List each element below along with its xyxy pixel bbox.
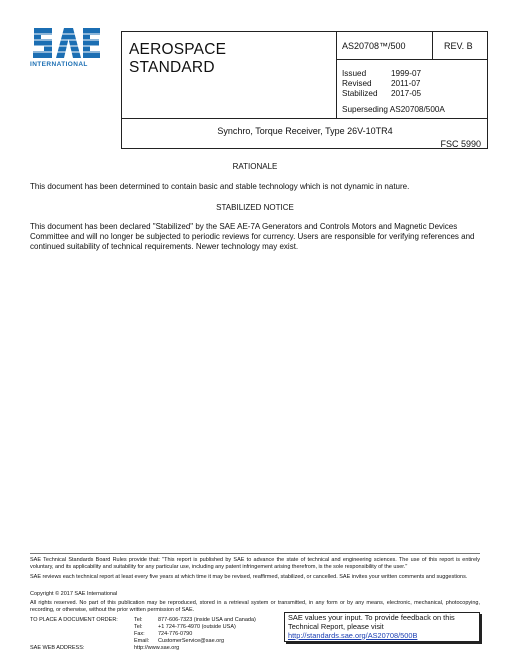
copyright-text: Copyright © 2017 SAE International (30, 591, 118, 597)
order-contacts (134, 617, 256, 645)
web-address-link[interactable]: http://www.sae.org (134, 645, 180, 651)
rationale-text: This document has been determined to contain basic and stable technology which is not dynamic in nature. (30, 182, 410, 191)
document-dates (342, 69, 421, 99)
date-row-revised: Revised 2011-07 (342, 79, 421, 88)
title-line-2: STANDARD (129, 59, 215, 76)
fsc-code: FSC 5990 (440, 139, 481, 149)
divider (122, 118, 488, 119)
stabilized-notice-heading: STABILIZED NOTICE (216, 203, 294, 212)
stabilized-notice-text: This document has been declared "Stabilized" by the SAE AE-7A Generators and Controls Motors and Magnetic Devices Committee and will no longer be subjected to periodic reviews for currency. Users are responsible for verifying references and continued suitability of technical requirements. Newer technology may exist. (30, 222, 475, 251)
divider (336, 32, 337, 118)
footer-divider (30, 553, 480, 554)
document-type-title (129, 41, 226, 77)
date-row-issued: Issued 1999-07 (342, 69, 422, 78)
order-label: TO PLACE A DOCUMENT ORDER: (30, 617, 118, 623)
sae-logo (30, 26, 104, 68)
divider (336, 59, 488, 60)
date-row-stabilized: Stabilized 2017-05 (342, 89, 422, 98)
contact-row: Tel: +1 724-776-4970 (outside USA) (134, 624, 236, 630)
web-address-label: SAE WEB ADDRESS: (30, 645, 85, 651)
title-line-1: AEROSPACE (129, 41, 227, 58)
logo-subtext: INTERNATIONAL (30, 61, 88, 68)
customer-service-email[interactable]: CustomerService@sae.org (158, 638, 225, 644)
superseding-note: Superseding AS20708/500A (342, 105, 445, 114)
rationale-heading: RATIONALE (232, 162, 278, 171)
feedback-text: SAE values your input. To provide feedback on this Technical Report, please visit (288, 613, 455, 631)
document-number: AS20708™/500 (342, 41, 406, 51)
sae-logo-mark (30, 26, 102, 60)
revision-label: REV. B (444, 41, 473, 51)
rights-text: All rights reserved. No part of this publication may be reproduced, stored in a retrieval system or transmitted, in any form or by any means, electronic, mechanical, photocopying, recording, or otherwise, without the prior written permission of SAE. (30, 600, 480, 613)
contact-row: Email: CustomerService@sae.org (134, 638, 225, 644)
contact-row: Tel: 877-606-7323 (inside USA and Canada) (134, 617, 256, 623)
feedback-box (284, 612, 480, 642)
document-subject: Synchro, Torque Receiver, Type 26V-10TR4 (217, 126, 393, 136)
review-policy-text: SAE reviews each technical report at least every five years at which time it may be revised, reaffirmed, stabilized, or cancelled. SAE invites your written comments and suggestions. (30, 574, 468, 580)
feedback-link[interactable]: http://standards.sae.org/AS20708/500B (288, 630, 418, 640)
document-header (121, 31, 488, 149)
tsb-rules-text: SAE Technical Standards Board Rules provide that: "This report is published by SAE to advance the state of technical and engineering sciences. The use of this report is entirely voluntary, and its applicability and suitability for any particular use, including any patent infringement arising therefrom, is the sole responsibility of the user." (30, 557, 480, 570)
divider (432, 32, 433, 59)
contact-row: Fax: 724-776-0790 (134, 631, 193, 637)
